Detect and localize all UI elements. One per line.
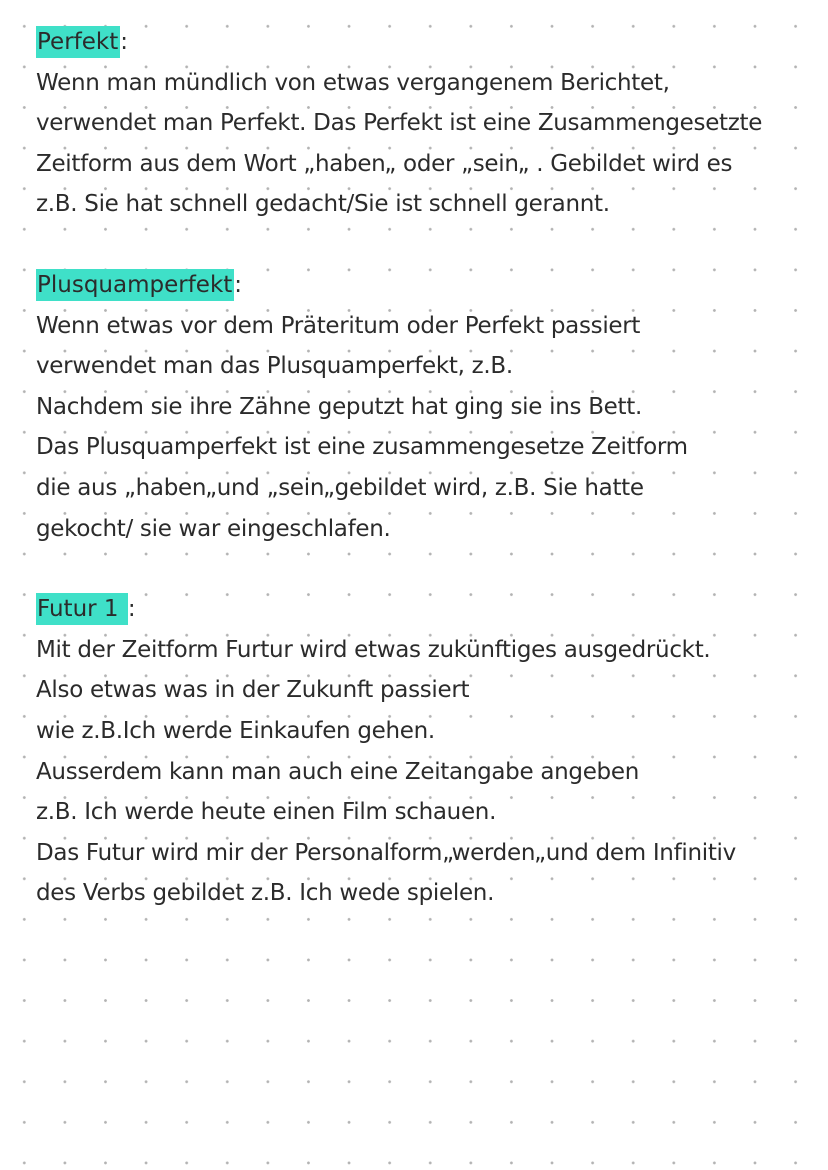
section-heading	[36, 265, 816, 306]
text-line: Mit der Zeitform Furtur wird etwas zukünftiges ausgedrückt.	[36, 636, 711, 663]
section-plusquamperfekt	[36, 265, 816, 549]
text-line: Nachdem sie ihre Zähne geputzt hat ging sie ins Bett.	[36, 393, 642, 420]
section-heading	[36, 22, 816, 63]
text-line: verwendet man das Plusquamperfekt, z.B.	[36, 353, 513, 380]
highlighted-title: Futur 1	[36, 593, 128, 625]
text-line: Also etwas was in der Zukunft passiert	[36, 677, 470, 704]
text-line: z.B. Ich werde heute einen Film schauen.	[36, 799, 497, 826]
section-heading	[36, 589, 816, 630]
text-line: Das Plusquamperfekt ist eine zusammengesetze Zeitform	[36, 434, 688, 461]
heading-colon: :	[120, 29, 128, 55]
section-futur-1	[36, 589, 816, 914]
heading-colon: :	[234, 271, 243, 298]
text-line: verwendet man Perfekt. Das Perfekt ist eine Zusammengesetzte	[36, 110, 763, 137]
text-line: Ausserdem kann man auch eine Zeitangabe angeben	[36, 758, 639, 785]
text-line: des Verbs gebildet z.B. Ich wede spielen.	[36, 880, 495, 907]
text-line: z.B. Sie hat schnell gedacht/Sie ist schnell gerannt.	[36, 191, 610, 218]
text-line: Zeitform aus dem Wort „haben„ oder „sein„ . Gebildet wird es	[36, 150, 733, 177]
text-line: gekocht/ sie war eingeschlafen.	[36, 515, 391, 542]
text-line: wie z.B.Ich werde Einkaufen gehen.	[36, 717, 435, 744]
text-line: die aus „haben„und „sein„gebildet wird, z.B. Sie hatte	[36, 474, 644, 501]
text-line: Das Futur wird mir der Personalform„werden„und dem Infinitiv	[36, 839, 736, 866]
notes-page	[36, 22, 816, 954]
highlighted-title: Plusquamperfekt	[36, 269, 234, 301]
heading-colon: :	[127, 596, 136, 623]
text-line: Wenn man mündlich von etwas vergangenem Berichtet,	[36, 69, 670, 96]
section-perfekt	[36, 22, 816, 225]
highlighted-title: Perfekt	[36, 26, 120, 58]
text-line: Wenn etwas vor dem Präteritum oder Perfekt passiert	[36, 312, 641, 339]
